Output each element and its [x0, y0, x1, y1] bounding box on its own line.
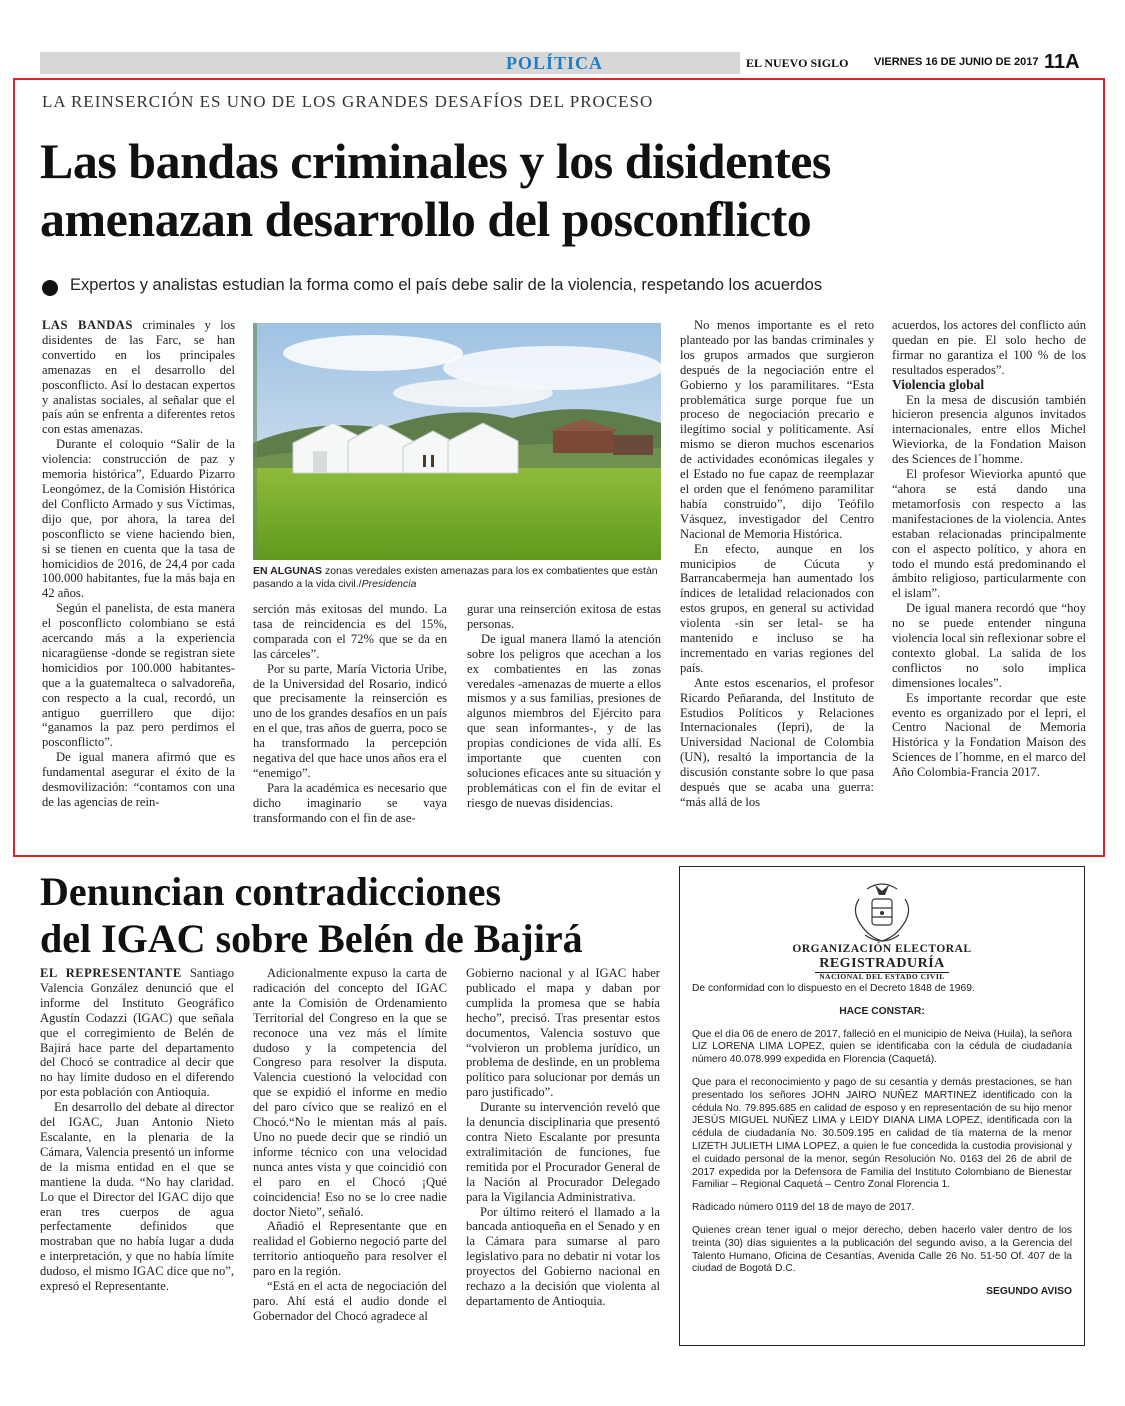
- article2-column-3: [466, 966, 660, 1309]
- paragraph: EL REPRESENTANTE Santiago Valencia González denunció que el informe del Instituto Geográfico Agustín Codazzi (IGAC) que señala que el corregimiento de Belén de Bajirá hace parte del departamento del Chocó se contradice al decir que no hay límite dudoso en el diferendo por esta población con Antioquia.: [40, 966, 234, 1100]
- headline2-line-1: Denuncian contradicciones: [40, 869, 502, 914]
- paragraph: Es importante recordar que este evento es organizado por el Iepri, el Centro Nacional de Memoria Histórica y la Fondation Maison des Sciences de l´homme, en el marco del Año Colombia-Francia 2017.: [892, 690, 1086, 780]
- article2-column-2: [253, 966, 447, 1324]
- paragraph: Por último reiteró el llamado a la bancada antioqueña en el Senado y en la Cámara para sumarse al paro legislativo para no debatir ni votar los proyectos del Gobierno nacional en rechazo a la decisión que violenta al departamento de Antioquia.: [466, 1204, 660, 1308]
- paragraph: No menos importante es el reto planteado por las bandas criminales y los grupos armados que surgieron después de la negociación entre el Gobierno y los paramilitares. “Esta problemática surge porque fue un proceso de negociación precario e ilegítimo social y políticamente. Así mismo se dieron muchos escenarios de actividades económicas ilegales y el Estado no fue capaz de reemplazar el orden que el fenómeno paramilitar había construido”, dijo Teófilo Vásquez, investigador del Centro Nacional de Memoria Histórica.: [680, 318, 874, 541]
- notice-heading: HACE CONSTAR:: [839, 1005, 925, 1017]
- subheading: Violencia global: [892, 376, 985, 392]
- lead-in: EL REPRESENTANTE: [40, 966, 182, 980]
- article-kicker: LA REINSERCIÓN ES UNO DE LOS GRANDES DESAFÍOS DEL PROCESO: [42, 92, 654, 111]
- headline-line-2: amenazan desarrollo del posconflicto: [40, 191, 812, 247]
- page-number: 11A: [1044, 51, 1080, 73]
- notice-paragraph: Que el día 06 de enero de 2017, falleció en el municipio de Neiva (Huila), la señora LIZ LORENA LIMA LOPEZ, quien se identificaba con la cédula de ciudadanía número 40.078.999 expedida en Florencia (Caquetá).: [692, 1028, 1072, 1066]
- photo-credit: Presidencia: [361, 578, 417, 590]
- article2-headline: [40, 868, 660, 962]
- paragraph: Para la académica es necesario que dicho imaginario se vaya transformando con el fin de ase-: [253, 780, 447, 825]
- paragraph: “Está en el acta de negociación del paro. Ahí está el audio donde el Gobernador del Chocó agradece al: [253, 1279, 447, 1323]
- notice-footer: SEGUNDO AVISO: [986, 1286, 1072, 1298]
- photo-illustration: [253, 323, 661, 560]
- notice-paragraph: Quienes crean tener igual o mejor derecho, deben hacerlo valer dentro de los treinta (30) días siguientes a la publicación del segundo aviso, a la Gerencia del Talento Humano, Oficina de Cesantías, Avenida Calle 26 No. 51-50 Of. 407 de la ciudad de Bogotá D.C.: [692, 1224, 1072, 1275]
- legal-notice: [679, 866, 1085, 1346]
- notice-paragraph: Que para el reconocimiento y pago de su cesantía y demás prestaciones, se han presentado los señores JOHN JAIRO NUÑEZ MARTINEZ identificado con la cédula No. 79.895.685 en calidad de esposo y en representación de su hijo menor JESÚS MIGUEL NUÑEZ LIMA y LEIDY DIANA LIMA LOPEZ, identificada con la cédula de ciudadanía No. 30.509.195 en calidad de tía materna de la menor LIZETH JULIETH LIMA LOPEZ, a quien le fue concedida la custodia provisional y el cuidado personal de la menor, según Resolución No. 0163 del 26 de abril de 2017 expedida por la Defensora de Familia del Instituto Colombiano de Bienestar Familiar – Regional Caquetá – Centro Zonal Florencia 1.: [692, 1076, 1072, 1191]
- registry-subtitle: NACIONAL DEL ESTADO CIVIL: [819, 972, 945, 981]
- headline2-line-2: del IGAC sobre Belén de Bajirá: [40, 916, 583, 961]
- photo-caption: EN ALGUNAS zonas veredales existen amenazas para los ex combatientes que están pasando a la vida civil./Presidencia: [253, 565, 658, 590]
- article2-column-1: [40, 966, 234, 1294]
- article-column-2: [253, 602, 447, 826]
- notice-paragraph: Radicado número 0119 del 18 de mayo de 2017.: [692, 1202, 915, 1214]
- notice-paragraph: De conformidad con lo dispuesto en el Decreto 1848 de 1969.: [692, 983, 975, 994]
- paragraph: serción más exitosas del mundo. La tasa de reincidencia es del 15%, comparada con el 72% que se da en las cárceles”.: [253, 602, 447, 661]
- article-column-5: [892, 318, 1086, 780]
- paragraph: Durante su intervención reveló que la denuncia disciplinaria que presentó contra Nieto Escalante por presunta extralimitación de funciones, fue remitida por el Procurador General de la Nación al Procurador Delegado para la Vigilancia Administrativa.: [466, 1100, 660, 1204]
- paragraph: En la mesa de discusión también hicieron presencia algunos invitados internacionales, entre ellos Michel Wieviorka, de la Fondation Maison des Sciences de l´homme.: [892, 392, 1086, 467]
- notice-body: [692, 983, 1072, 1309]
- masthead: EL NUEVO SIGLO: [746, 56, 849, 70]
- registry-name: REGISTRADURÍA: [819, 956, 945, 971]
- paragraph: acuerdos, los actores del conflicto aún quedan en pie. El solo hecho de firmar no garantiza el 100 % de los resultados esperados”.: [892, 318, 1086, 377]
- article-column-4: [680, 318, 874, 810]
- crest-icon: [845, 877, 919, 951]
- paragraph: Ante estos escenarios, el profesor Ricardo Peñaranda, del Instituto de Estudios Políticos y Relaciones Internacionales (Iepri), de la Universidad Nacional de Colombia (UN), resaltó la importancia de la discusión constante sobre lo que pasa después que se acaba una guerra: “más allá de los: [680, 675, 874, 809]
- page-header: [40, 52, 1084, 74]
- lead-in: LAS BANDAS: [42, 318, 133, 332]
- paragraph: Por su parte, María Victoria Uribe, de la Universidad del Rosario, indicó que precisamente la reinserción es uno de los grandes desafíos en un país en el que, tras años de guerra, poco se ha transformado la percepción negativa del que hace unos años era el “enemigo”.: [253, 661, 447, 780]
- paragraph: De igual manera recordó que “hoy no se puede entender ninguna violencia local sin reflexionar sobre el contexto global. La salida de los conflictos no solo implica dimensiones locales”.: [892, 601, 1086, 690]
- article-headline: [40, 132, 1080, 248]
- paragraph: En desarrollo del debate al director del IGAC, Juan Antonio Nieto Escalante, en la plenaria de la Cámara, Valencia presentó un informe de la misma entidad en el que se mantiene la duda. “No hay claridad. Lo que el Director del IGAC dijo que eran tres cuerpos de agua perfectamente definidos que mostraban que no había lugar a duda e interpretación, y que no había límite dudoso, el mismo IGAC dice que no”, expresó el Representante.: [40, 1100, 234, 1294]
- paragraph: El profesor Wieviorka apuntó que “ahora se está dando una metamorfosis con respecto a las manifestaciones de la violencia. Antes estaban relacionadas principalmente con el aspecto político, y ahora en todo el mundo está predominando el ámbito religioso, particularmente con el islam”.: [892, 467, 1086, 601]
- organization-name: ORGANIZACIÓN ELECTORAL: [792, 943, 972, 955]
- paragraph: De igual manera llamó la atención sobre los peligros que acechan a los ex combatientes en las zonas veredales -amenazas de muerte a ellos mismos y a sus familias, presiones de algunos miembros del Ejército para que sean informantes-, y de las propias condiciones de vida allí. Es importante que cuenten con soluciones eficaces ante su situación y problemáticas con el fin de evitar el riesgo de nuevas disidencias.: [467, 631, 661, 810]
- paragraph: De igual manera afirmó que es fundamental asegurar el éxito de la desmovilización: “contamos con una de las agencias de rein-: [42, 750, 235, 809]
- paragraph: LAS BANDAS criminales y los disidentes de las Farc, se han convertido en los principales amenazas en el desarrollo del posconflicto. Así lo destacan expertos y analistas sociales, al señalar que el país aún se enfrenta a diferentes retos con estas amenazas.: [42, 318, 235, 437]
- bullet-icon: [42, 280, 58, 296]
- paragraph: Según el panelista, de esta manera el posconflicto colombiano se está acercando más a la experiencia nicaragüense -donde se registran siete homicidios por 100.000 habitantes- que a la guatemalteca o salvadoreña, con respecto a la cual, recordó, un antiguo guerrillero que dijo: “ganamos la paz pero perdimos el posconflicto”.: [42, 601, 235, 750]
- article-column-1: [42, 318, 235, 810]
- paragraph: Adicionalmente expuso la carta de radicación del concepto del IGAC ante la Comisión de Ordenamiento Territorial del Congreso en la que se reconoce una vez más el límite dudoso y la competencia del Congreso para resolver la disputa. Valencia cuestionó la velocidad con que se expidió el informe en medio del paro cívico que se realizó en el Chocó.“No le mientan más al país. Uno no puede decir que se rindió un informe técnico con una velocidad nunca antes vista y que coincidió con el paro en el Chocó ¡Qué coincidencia! Eso no se lo cree nadie doctor Nieto”, señaló.: [253, 966, 447, 1219]
- paragraph: Durante el coloquio “Salir de la violencia: construcción de paz y memoria histórica”, Eduardo Pizarro Leongómez, de la Comisión Histórica del Conflicto Armado y sus Víctimas, dijo que, por ahora, la tarea del posconflicto se viene haciendo bien, si se tienen en cuenta que la tasa de homicidios de 2016, de 24,4 por cada 100.000 habitantes, fue la más baja en 42 años.: [42, 437, 235, 601]
- dateline: VIERNES 16 DE JUNIO DE 2017: [874, 56, 1039, 68]
- section-name: POLÍTICA: [506, 53, 604, 73]
- paragraph: Gobierno nacional y al IGAC haber publicado el mapa y daban por cumplida la promesa que se había hecho”, precisó. Tras presentar estos documentos, Valencia sostuvo que “volvieron un problema jurídico, un problema de deslinde, en un problema político para solucionar por demás un paro justificado”.: [466, 966, 660, 1100]
- section-bar: [40, 52, 740, 74]
- article-photo: [253, 323, 661, 560]
- headline-line-1: Las bandas criminales y los disidentes: [40, 133, 831, 189]
- article-summary: Expertos y analistas estudian la forma como el país debe salir de la violencia, respetando los acuerdos: [70, 276, 823, 294]
- caption-lead: EN ALGUNAS: [253, 565, 323, 577]
- paragraph: En efecto, aunque en los municipios de Cúcuta y Barrancabermeja han aumentado los índices de letalidad relacionados con estos grupos, en general su actividad violenta -sin ser letal- se ha mantenido e incluso se ha incrementado en varias regiones del país.: [680, 541, 874, 675]
- paragraph: gurar una reinserción exitosa de estas personas.: [467, 602, 661, 631]
- article-column-3: [467, 602, 661, 811]
- paragraph: Añadió el Representante que en realidad el Gobierno negoció parte del territorio antioqueño para resolver el paro en la región.: [253, 1219, 447, 1279]
